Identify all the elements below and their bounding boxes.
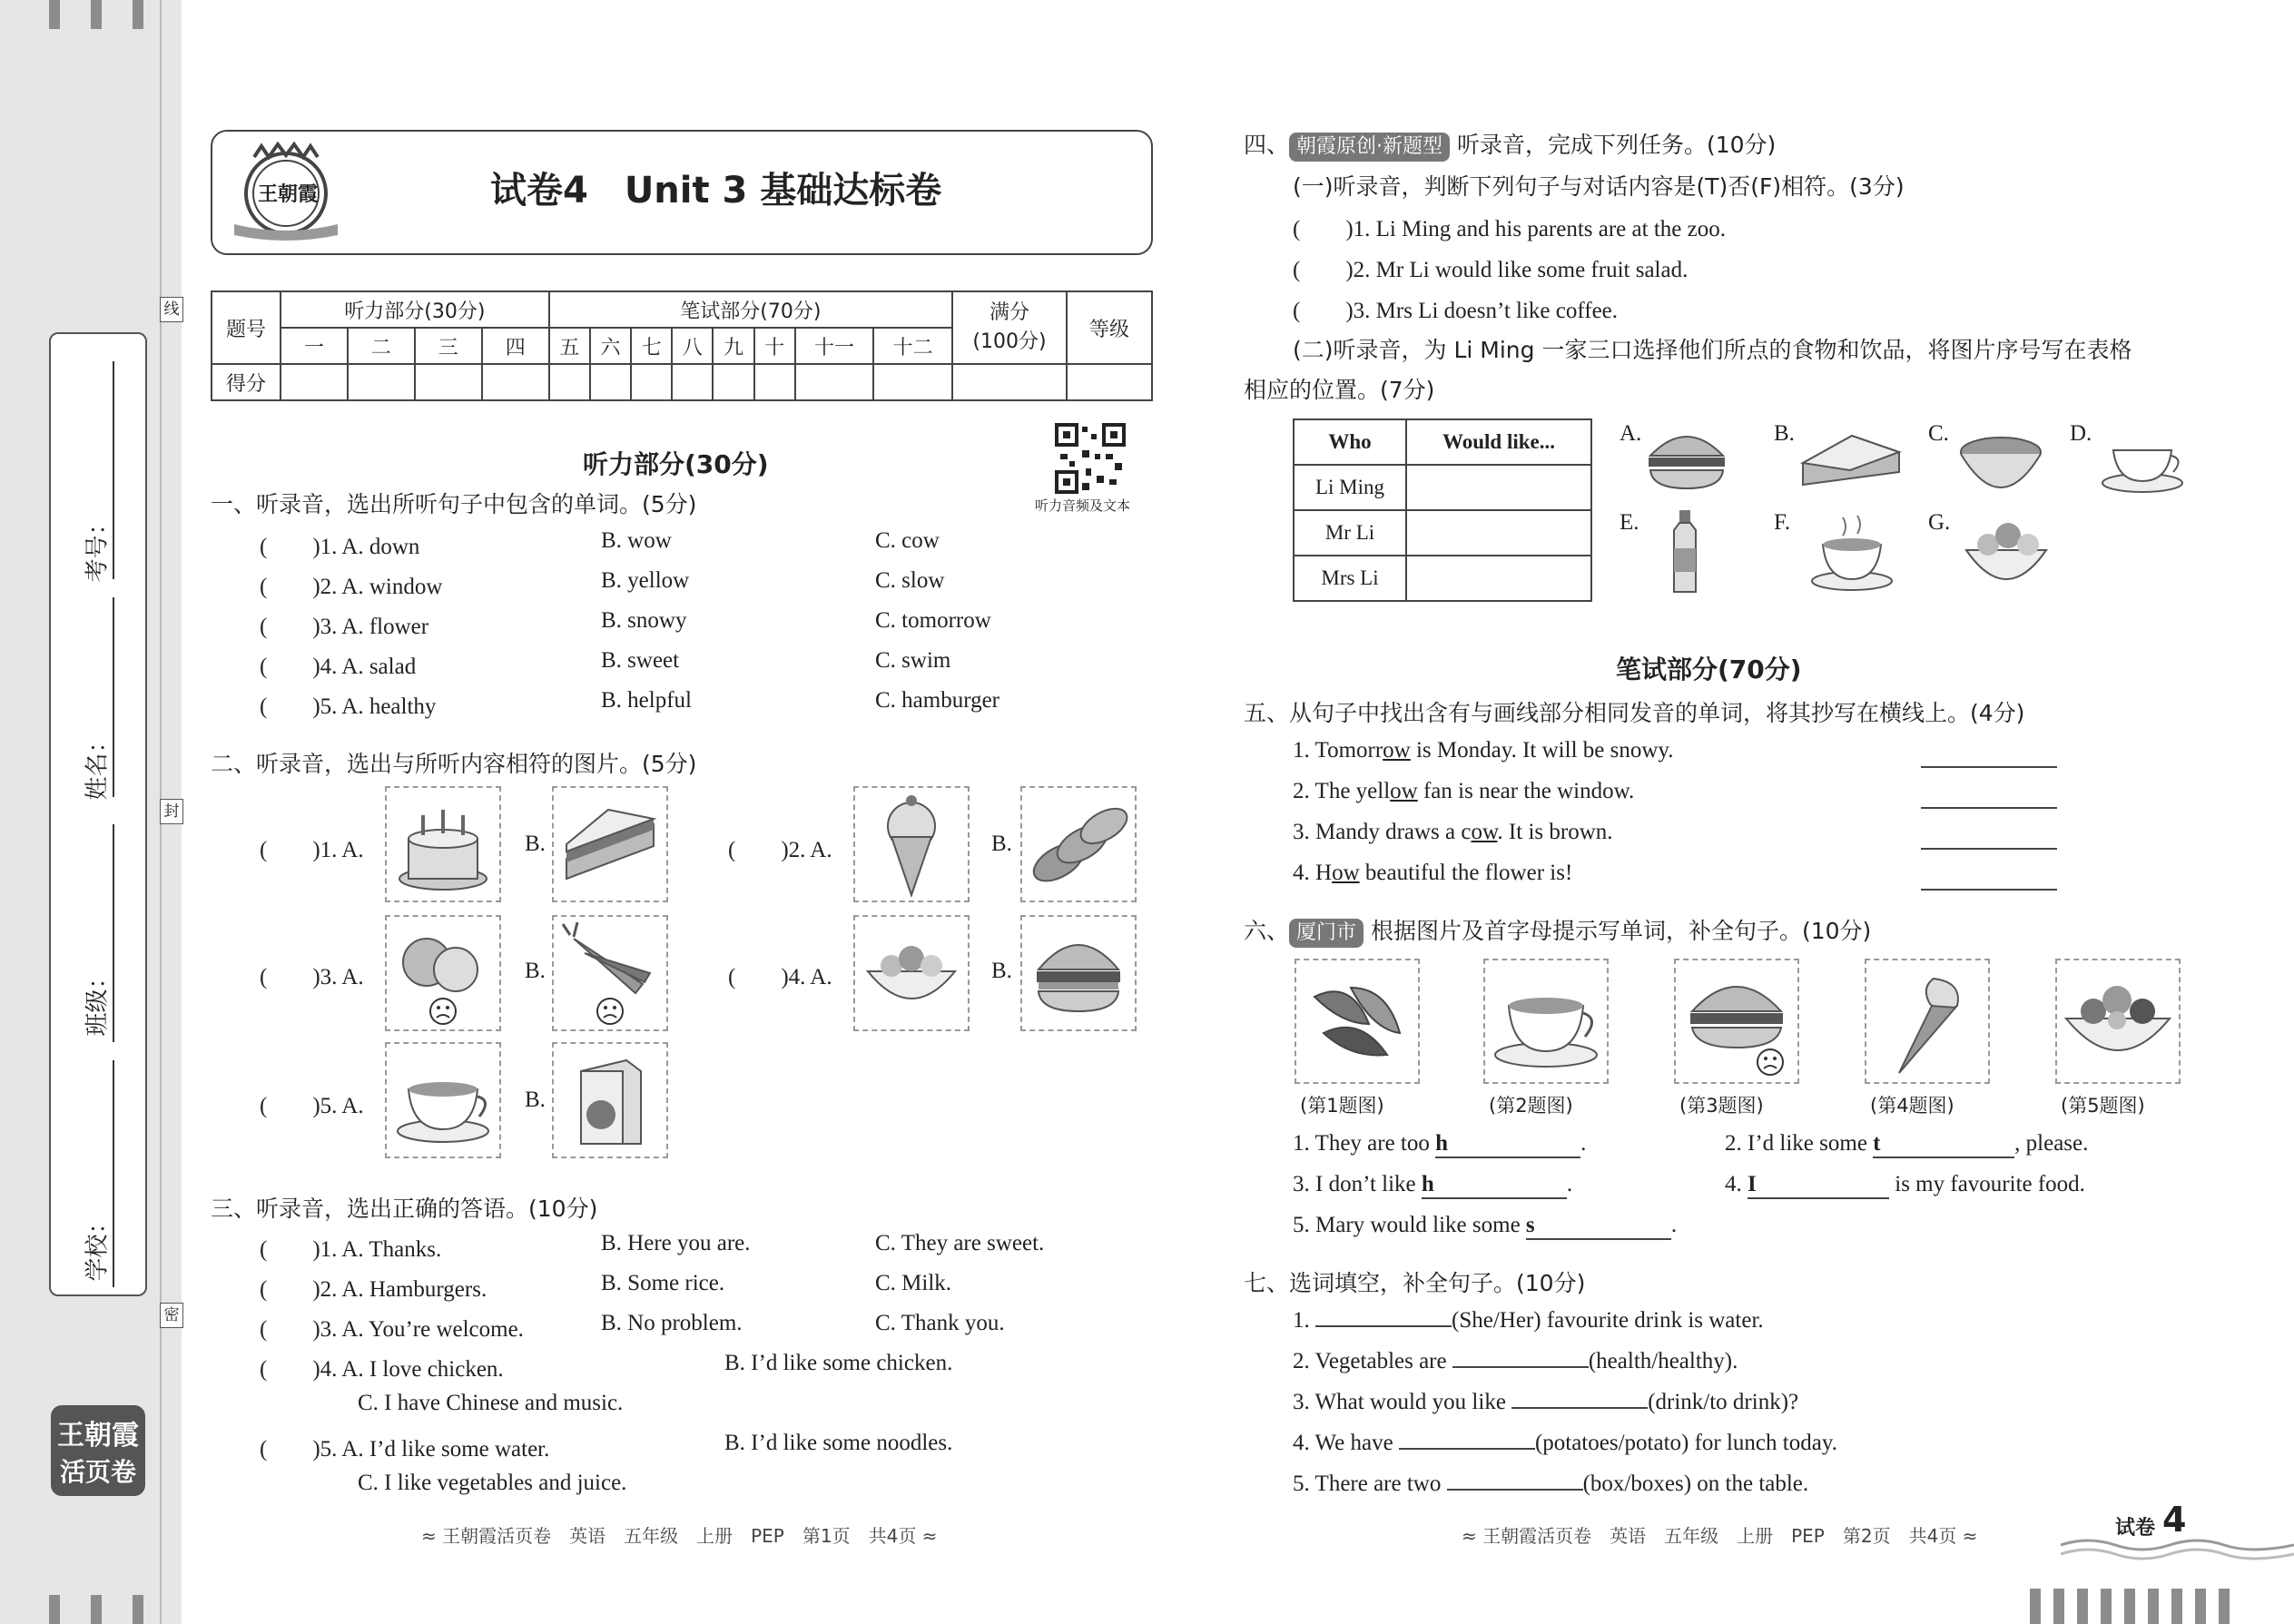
q6-blank[interactable]: h: [1422, 1172, 1567, 1199]
q7-blank[interactable]: [1511, 1407, 1648, 1409]
q5-title: 五、从句子中找出含有与画线部分相同发音的单词，将其抄写在横线上。(4分): [1244, 700, 2025, 726]
q3-item-a[interactable]: ( )1. A. Thanks.: [260, 1237, 442, 1262]
q5-sentence: 3. Mandy draws a cow. It is brown.: [1293, 820, 1613, 844]
score-cell[interactable]: [482, 364, 549, 400]
q2-label[interactable]: B.: [525, 959, 546, 983]
decor-tick: [49, 1595, 60, 1624]
q2-label[interactable]: ( )4. A.: [728, 965, 832, 989]
would-like-header: Would like...: [1406, 419, 1591, 465]
fruit-salad-picture[interactable]: [853, 915, 970, 1031]
q6-sentence-1: 1. They are too h .: [1293, 1131, 1586, 1158]
q3-item-a[interactable]: ( )3. A. You’re welcome.: [260, 1317, 524, 1342]
score-cell[interactable]: [795, 364, 874, 400]
listening-label: 听力部分(30分): [281, 291, 549, 328]
decor-tick: [2101, 1589, 2112, 1624]
decor-tick: [2219, 1589, 2230, 1624]
class-line[interactable]: [113, 824, 114, 1042]
q7-sentence: 3. What would you like (drink/to drink)?: [1293, 1390, 1799, 1414]
decor-tick: [2077, 1589, 2088, 1624]
col-num: 八: [672, 328, 713, 364]
q1-item-a[interactable]: ( )4. A. salad: [260, 655, 417, 679]
col-num: 五: [549, 328, 590, 364]
q5-answer-line[interactable]: [1921, 848, 2057, 850]
full-label: 满分: [989, 301, 1029, 324]
q2-label[interactable]: ( )3. A.: [260, 965, 364, 989]
score-cell[interactable]: [873, 364, 952, 400]
hamburger-picture[interactable]: [1641, 418, 1732, 499]
q1-item-c[interactable]: C. slow: [875, 568, 945, 593]
brand-name: 王朝霞: [57, 1420, 139, 1452]
writing-label: 笔试部分(70分): [549, 291, 952, 328]
q4-statement[interactable]: ( )2. Mr Li would like some fruit salad.: [1293, 258, 1689, 282]
score-cell[interactable]: [1067, 364, 1152, 400]
q1-item-a[interactable]: ( )2. A. window: [260, 575, 443, 599]
q1-item-a[interactable]: ( )5. A. healthy: [260, 694, 437, 719]
q7-sentence: 5. There are two (box/boxes) on the table.: [1293, 1471, 1809, 1496]
footer-left: ≈ 王朝霞活页卷 英语 五年级 上册 PEP 第1页 共4页 ≈: [421, 1525, 938, 1547]
col-num: 四: [482, 328, 549, 364]
col-num: 七: [631, 328, 672, 364]
q7-sentence: 1. (She/Her) favourite drink is water.: [1293, 1308, 1764, 1333]
q5-sentence: 1. Tomorrow is Monday. It will be snowy.: [1293, 738, 1674, 763]
q6-caption: (第1题图): [1300, 1095, 1384, 1117]
decor-tick: [49, 0, 60, 29]
listening-heading: 听力部分(30分): [583, 449, 769, 479]
salad-picture[interactable]: [2055, 959, 2181, 1084]
person-cell: Mrs Li: [1294, 556, 1406, 601]
answer-cell[interactable]: [1406, 510, 1591, 556]
q7-blank[interactable]: [1447, 1489, 1583, 1491]
col-num: 十二: [873, 328, 952, 364]
q2-label[interactable]: B.: [525, 832, 546, 856]
q5-answer-line[interactable]: [1921, 766, 2057, 768]
pic-label: F.: [1774, 510, 1791, 535]
score-cell[interactable]: [952, 364, 1067, 400]
q5-sentence: 2. The yellow fan is near the window.: [1293, 779, 1635, 803]
qr-caption: 听力音频及文本: [1035, 497, 1131, 514]
q3-item-a[interactable]: ( )2. A. Hamburgers.: [260, 1277, 487, 1302]
bread-picture[interactable]: [1020, 786, 1137, 902]
decor-tick: [91, 1595, 102, 1624]
cake-picture[interactable]: [385, 786, 501, 902]
q5-sentence: 4. How beautiful the flower is!: [1293, 861, 1573, 885]
q5-answer-line[interactable]: [1921, 807, 2057, 809]
person-cell: Li Ming: [1294, 465, 1406, 510]
school-label: 学校：: [84, 1210, 112, 1282]
decor-tick: [2195, 1589, 2206, 1624]
q4-part1: (一)听录音，判断下列句子与对话内容是(T)否(F)相符。(3分): [1293, 173, 1905, 200]
who-header: Who: [1294, 419, 1406, 465]
q4-part2-line1: (二)听录音，为 Li Ming 一家三口选择他们所点的食物和饮品，将图片序号写在表格: [1293, 337, 2132, 363]
student-info-box: [49, 332, 147, 1296]
tea-picture[interactable]: [385, 1042, 501, 1158]
writing-heading: 笔试部分(70分): [1616, 655, 1802, 684]
q1-item-b[interactable]: B. yellow: [601, 568, 690, 593]
q3-title: 三、听录音，选出正确的答语。(10分): [211, 1196, 598, 1222]
col-num: 三: [415, 328, 482, 364]
score-cell[interactable]: [672, 364, 713, 400]
q2-label[interactable]: ( )1. A.: [260, 838, 364, 862]
logo-text: 王朝霞: [258, 183, 319, 206]
q3-item-b[interactable]: B. No problem.: [601, 1311, 743, 1335]
q1-item-b[interactable]: B. wow: [601, 528, 672, 553]
col-num: 二: [348, 328, 415, 364]
col-num: 九: [713, 328, 753, 364]
score-cell[interactable]: [549, 364, 590, 400]
brand-badge: [51, 1405, 145, 1496]
q2-label[interactable]: B.: [525, 1088, 546, 1112]
col-num: 一: [281, 328, 348, 364]
q1-title: 一、听录音，选出所听句子中包含的单词。(5分): [211, 491, 697, 517]
q3-item-c[interactable]: C. Milk.: [875, 1271, 952, 1295]
q2-label[interactable]: ( )5. A.: [260, 1094, 364, 1118]
q4-badge: 朝霞原创·新题型: [1289, 133, 1450, 162]
pic-label: G.: [1928, 510, 1951, 535]
sandwich-picture[interactable]: [1797, 427, 1905, 499]
pic-label: C.: [1928, 421, 1949, 446]
q3-item-c[interactable]: C. I like vegetables and juice.: [358, 1471, 627, 1495]
page-title: 试卷4 Unit 3 基础达标卷: [490, 170, 942, 212]
answer-cell[interactable]: [1406, 556, 1591, 601]
class-label: 班级：: [84, 965, 112, 1037]
ice-cream-picture[interactable]: [853, 786, 970, 902]
q6-caption: (第3题图): [1679, 1095, 1764, 1117]
q3-item-c[interactable]: C. Thank you.: [875, 1311, 1005, 1335]
carrot-picture[interactable]: [552, 915, 668, 1031]
q3-item-c[interactable]: C. I have Chinese and music.: [358, 1391, 624, 1415]
noodles-picture[interactable]: [1955, 421, 2046, 503]
q2-label[interactable]: B.: [991, 959, 1012, 983]
q6-prefix: 六、: [1244, 918, 1290, 944]
ice-cream-picture[interactable]: [1865, 959, 1990, 1084]
q1-item-c[interactable]: C. cow: [875, 528, 940, 553]
q6-caption: (第5题图): [2061, 1095, 2145, 1117]
sandwich-picture[interactable]: [552, 786, 668, 902]
q4-statement[interactable]: ( )3. Mrs Li doesn’t like coffee.: [1293, 299, 1619, 323]
q7-sentence: 4. We have (potatoes/potato) for lunch today.: [1293, 1431, 1837, 1455]
score-cell[interactable]: [281, 364, 348, 400]
q7-sentence: 2. Vegetables are (health/healthy).: [1293, 1349, 1738, 1373]
q5-answer-line[interactable]: [1921, 889, 2057, 891]
juice-bottle-picture[interactable]: [1667, 508, 1703, 595]
seal-line: 线: [160, 297, 183, 322]
q6-caption: (第2题图): [1489, 1095, 1573, 1117]
score-cell[interactable]: [631, 364, 672, 400]
name-line[interactable]: [113, 597, 114, 797]
q3-item-a[interactable]: ( )4. A. I love chicken.: [260, 1357, 504, 1382]
q6-sentence-2: 2. I’d like some t , please.: [1725, 1131, 2088, 1158]
q1-item-a[interactable]: ( )3. A. flower: [260, 615, 429, 639]
decor-tick: [133, 0, 143, 29]
exam-number-label: 考号：: [84, 511, 112, 583]
q1-item-c[interactable]: C. tomorrow: [875, 608, 991, 633]
score-label: 得分: [212, 364, 281, 400]
q1-item-c[interactable]: C. hamburger: [875, 688, 1000, 713]
q4-statement[interactable]: ( )1. Li Ming and his parents are at the zoo.: [1293, 217, 1726, 241]
tea-picture[interactable]: [1807, 508, 1897, 595]
col-num: 六: [590, 328, 631, 364]
q2-label[interactable]: ( )2. A.: [728, 838, 832, 862]
footer-right: ≈ 王朝霞活页卷 英语 五年级 上册 PEP 第2页 共4页 ≈: [1462, 1525, 1978, 1547]
q6-blank[interactable]: s: [1526, 1213, 1671, 1240]
q6-sentence-4: 4. I is my favourite food.: [1725, 1172, 2085, 1199]
score-table: [211, 290, 1153, 401]
hamburger-picture[interactable]: [1674, 959, 1799, 1084]
logo-icon: [227, 137, 345, 244]
decor-tick: [2148, 1589, 2159, 1624]
q3-item-b[interactable]: B. Some rice.: [601, 1271, 725, 1295]
q3-item-b[interactable]: B. I’d like some chicken.: [724, 1351, 953, 1375]
score-cell[interactable]: [754, 364, 795, 400]
q4-prefix: 四、: [1244, 132, 1290, 158]
exam-number-line[interactable]: [113, 361, 114, 579]
q4-title-line: [1244, 127, 1776, 162]
q3-item-b[interactable]: B. Here you are.: [601, 1231, 751, 1255]
decor-tick: [2053, 1589, 2064, 1624]
q2-label[interactable]: B.: [991, 832, 1012, 856]
name-label: 姓名：: [84, 729, 112, 801]
paper-label: 试卷: [2115, 1517, 2156, 1540]
school-line[interactable]: [113, 1060, 114, 1287]
fruit-salad-picture[interactable]: [1961, 508, 2052, 595]
q3-item-b[interactable]: B. I’d like some noodles.: [724, 1431, 953, 1455]
qr-code-icon[interactable]: [1055, 423, 1126, 494]
q6-blank[interactable]: I: [1748, 1172, 1889, 1199]
coffee-picture[interactable]: [2097, 427, 2188, 499]
pic-label: A.: [1620, 421, 1642, 446]
q4-title: 听录音，完成下列任务。(10分): [1456, 132, 1777, 158]
q1-item-c[interactable]: C. swim: [875, 648, 951, 673]
decor-tick: [91, 0, 102, 29]
score-cell[interactable]: [415, 364, 482, 400]
q1-item-b[interactable]: B. snowy: [601, 608, 687, 633]
paper-number: 4: [2162, 1500, 2187, 1540]
decor-tick: [2124, 1589, 2135, 1624]
hamburger-picture[interactable]: [1020, 915, 1137, 1031]
q7-blank[interactable]: [1315, 1325, 1452, 1327]
person-cell: Mr Li: [1294, 510, 1406, 556]
pic-label: D.: [2070, 421, 2092, 446]
q6-sentence-5: 5. Mary would like some s .: [1293, 1213, 1677, 1240]
order-table: [1293, 418, 1592, 602]
onion-picture[interactable]: [385, 915, 501, 1031]
q7-blank[interactable]: [1452, 1366, 1589, 1368]
q6-sentence-3: 3. I don’t like h .: [1293, 1172, 1572, 1199]
decor-tick: [2030, 1589, 2041, 1624]
q4-part2-line2: 相应的位置。(7分): [1244, 377, 1435, 403]
full-score-cell: [952, 291, 1067, 364]
seal-secret: 密: [160, 1303, 183, 1328]
q1-item-b[interactable]: B. sweet: [601, 648, 680, 673]
q6-badge: 厦门市: [1289, 919, 1364, 948]
q6-blank[interactable]: h: [1435, 1131, 1580, 1158]
tea-picture[interactable]: [1483, 959, 1609, 1084]
q6-title-line: [1244, 913, 1871, 948]
q6-blank[interactable]: t: [1873, 1131, 2014, 1158]
q7-blank[interactable]: [1399, 1448, 1535, 1450]
pic-label: E.: [1620, 510, 1639, 535]
q6-caption: (第4题图): [1870, 1095, 1954, 1117]
seal-seal: 封: [160, 799, 183, 824]
grade-label: 等级: [1067, 291, 1152, 364]
col-num: 十一: [795, 328, 874, 364]
decor-tick: [133, 1595, 143, 1624]
full-value: (100分): [972, 330, 1047, 353]
q3-item-c[interactable]: C. They are sweet.: [875, 1231, 1045, 1255]
q1-item-a[interactable]: ( )1. A. down: [260, 535, 420, 559]
answer-cell[interactable]: [1406, 465, 1591, 510]
q6-title: 根据图片及首字母提示写单词，补全句子。(10分): [1370, 918, 1872, 944]
q1-item-b[interactable]: B. helpful: [601, 688, 692, 713]
q7-title: 七、选词填空，补全句子。(10分): [1244, 1270, 1586, 1296]
score-cell[interactable]: [590, 364, 631, 400]
q3-item-a[interactable]: ( )5. A. I’d like some water.: [260, 1437, 550, 1462]
pic-label: B.: [1774, 421, 1795, 446]
score-cell[interactable]: [713, 364, 753, 400]
juice-box-picture[interactable]: [552, 1042, 668, 1158]
col-num: 十: [754, 328, 795, 364]
brand-sub: 活页卷: [59, 1457, 136, 1487]
decor-tick: [2171, 1589, 2182, 1624]
peppers-picture[interactable]: [1295, 959, 1420, 1084]
qnum-label: 题号: [212, 291, 281, 364]
q2-title: 二、听录音，选出与所听内容相符的图片。(5分): [211, 751, 697, 777]
score-cell[interactable]: [348, 364, 415, 400]
